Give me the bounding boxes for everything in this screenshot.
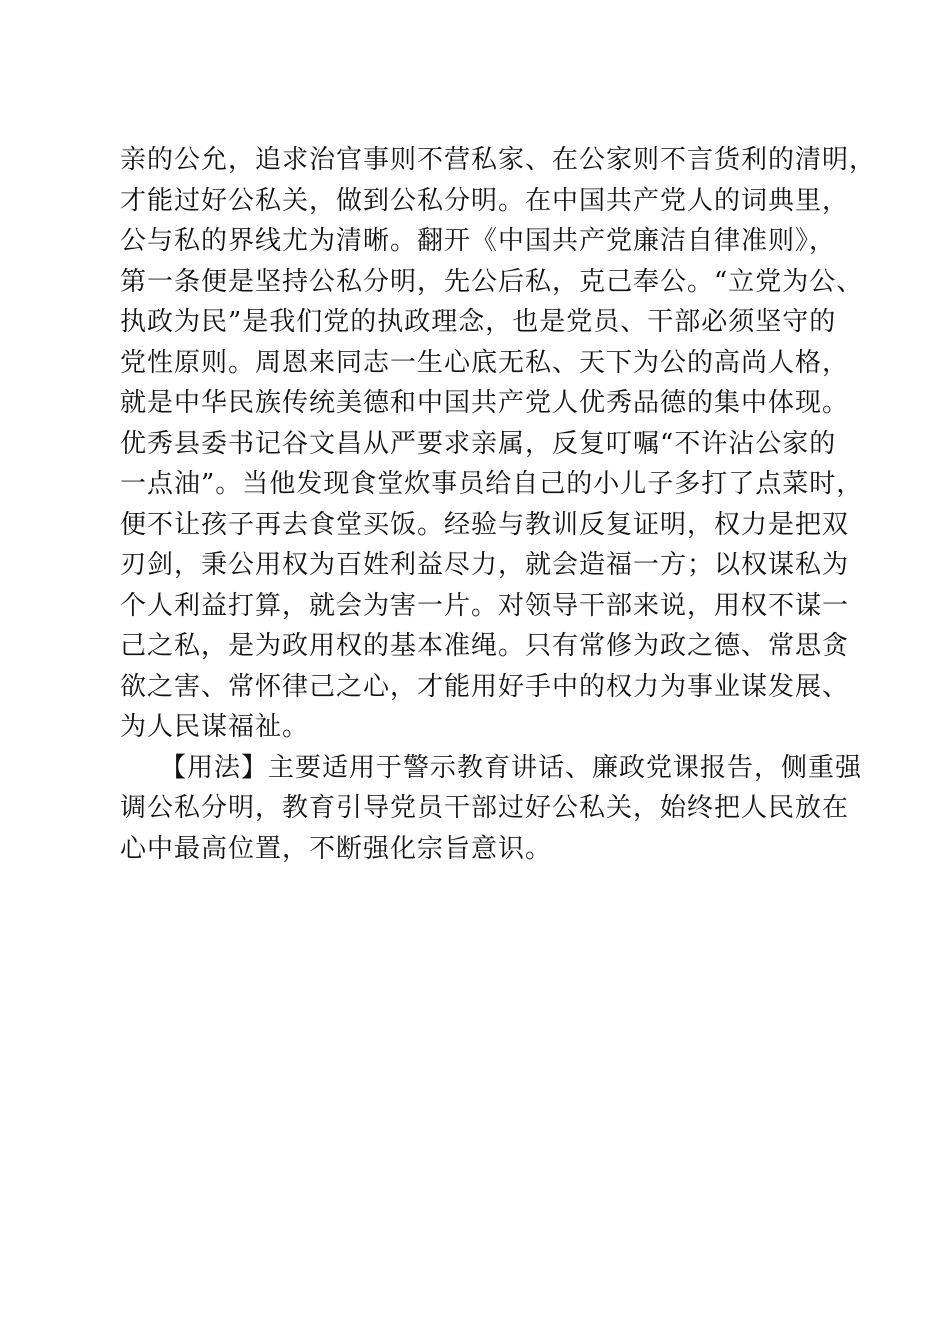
text-line: 一点油”。当他发现食堂炊事员给自己的小儿子多打了点菜时， [120, 469, 864, 499]
text-line: 调公私分明，教育引导党员干部过好公私关，始终把人民放在 [120, 793, 850, 823]
text-line: 第一条便是坚持公私分明，先公后私，克己奉公。“立党为公、 [120, 266, 864, 297]
text-line: 才能过好公私关，做到公私分明。在中国共产党人的词典里， [120, 185, 850, 216]
text-line: 亲的公允，追求治官事则不营私家、在公家则不言货利的清明， [120, 145, 877, 175]
text-line: 欲之害、常怀律己之心，才能用好手中的权力为事业谋发展、 [120, 671, 850, 702]
text-line: 心中最高位置，不断强化宗旨意识。 [120, 833, 553, 864]
text-line: 便不让孩子再去食堂买饭。经验与教训反复证明，权力是把双 [120, 509, 850, 540]
text-line: 执政为民”是我们党的执政理念，也是党员、干部必须坚守的 [120, 307, 837, 337]
text-line: 个人利益打算，就会为害一片。对领导干部来说，用权不谋一 [120, 590, 850, 621]
text-line: 刃剑，秉公用权为百姓利益尽力，就会造福一方；以权谋私为 [120, 550, 850, 580]
paragraph-1 [120, 140, 877, 748]
text-line: 党性原则。周恩来同志一生心底无私、天下为公的高尚人格， [120, 347, 850, 378]
text-line: 己之私，是为政用权的基本准绳。只有常修为政之德、常思贪 [120, 631, 850, 661]
text-line: 就是中华民族传统美德和中国共产党人优秀品德的集中体现。 [120, 388, 850, 418]
document-body [120, 140, 877, 869]
text-line: 优秀县委书记谷文昌从严要求亲属，反复叮嘱“不许沾公家的 [120, 428, 837, 459]
paragraph-2-usage [120, 748, 863, 870]
text-line: 公与私的界线尤为清晰。翻开《中国共产党廉洁自律准则》， [120, 226, 837, 256]
text-line: 【用法】主要适用于警示教育讲话、廉政党课报告，侧重强 [160, 752, 863, 783]
text-line: 为人民谋福祉。 [120, 712, 310, 742]
